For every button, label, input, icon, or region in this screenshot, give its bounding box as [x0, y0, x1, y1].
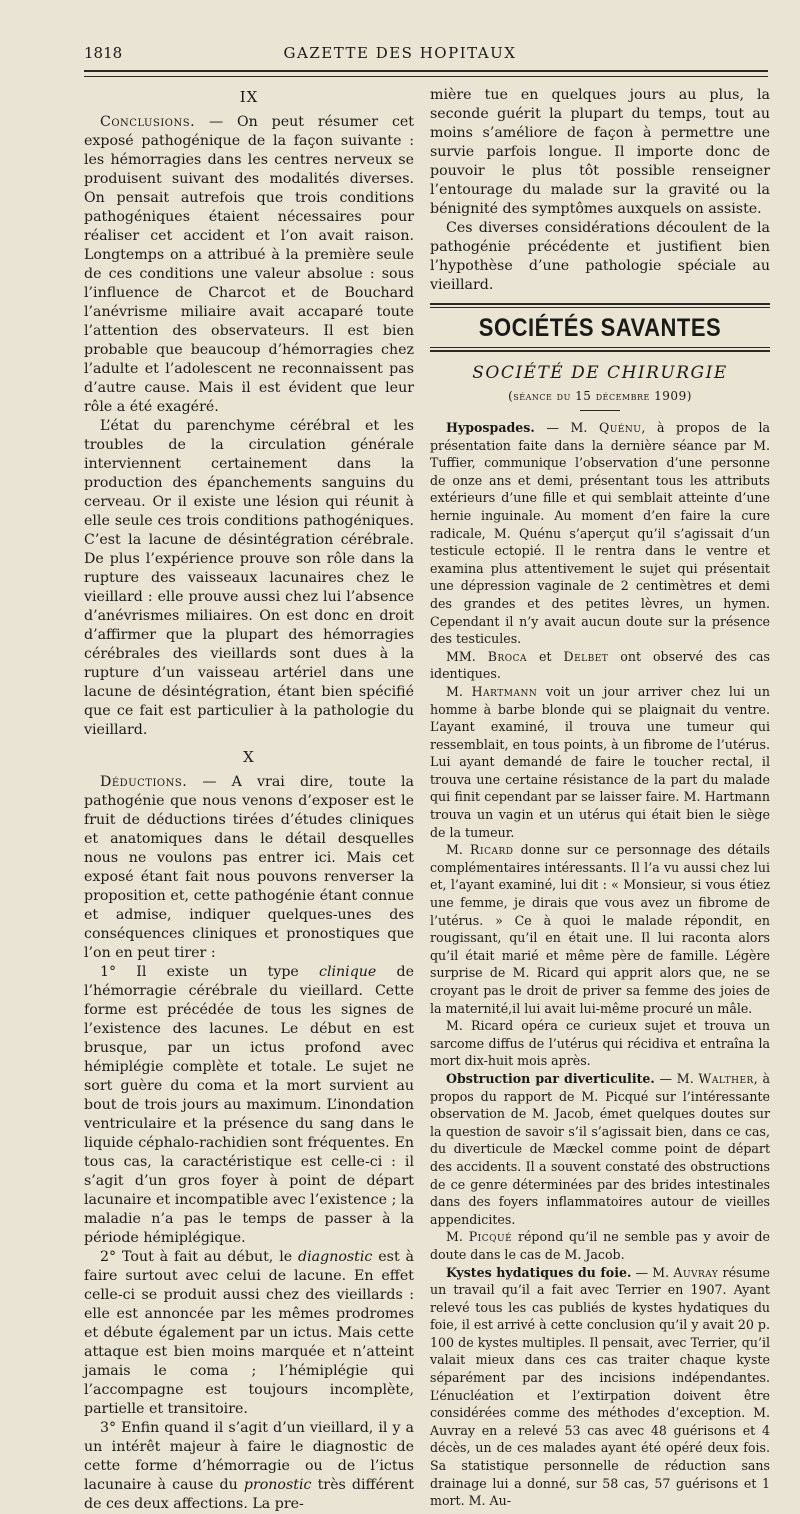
text-run: répond qu’il ne semble pas y avoir de doute dans le cas de M. Jacob.	[430, 1229, 770, 1262]
header-rule-thin	[84, 76, 768, 77]
section-rule	[430, 303, 770, 305]
run-in-heading: Déductions.	[100, 774, 188, 790]
person-name: Broca	[487, 648, 528, 664]
society-name: SOCIÉTÉ DE CHIRURGIE	[472, 363, 728, 383]
text-run: ont observé des cas identiques.	[430, 648, 771, 682]
paragraph	[430, 841, 770, 1017]
section-heading-ix: IX	[239, 88, 259, 106]
text-run: — M.	[654, 1070, 699, 1086]
paragraph	[430, 683, 770, 841]
person-name: Ricard	[470, 842, 514, 858]
text-run: — M.	[631, 1264, 674, 1280]
right-column	[430, 86, 770, 1510]
italic-term: clinique	[319, 964, 377, 980]
paragraph-conclusions	[84, 113, 414, 417]
society-report	[430, 419, 770, 1510]
session-date: (séance du 15 décembre 1909)	[508, 389, 692, 403]
run-in-heading: Conclusions.	[100, 114, 196, 130]
text-run: 3° Enfin quand il s’agit d’un vieillard, il y a un intérêt majeur à faire le diagnostic de cette forme d’hémorragie ou de l’ictus lacunaire à cause du	[84, 1420, 414, 1493]
journal-title: GAZETTE DES HOPITAUX	[283, 44, 517, 62]
text-run: M.	[446, 683, 472, 699]
text-run: M.	[446, 842, 471, 858]
text-run: voit un jour arriver chez lui un homme à barbe blonde qui se plaignait du ventre. L’ayant examiné, il trouva une tumeur qui ressemblait, en tous points, à un fibrome de l’utérus. Lui ayant demandé de faire le toucher rectal, il trouva une certaine résistance de la part du malade qui finit cependant par se laisser faire. M. Hartmann trouva un vagin et un utérus qui était bien le siège de la tumeur.	[430, 683, 771, 840]
text-run: donne sur ce personnage des détails complémentaires intéressants. Il l’a vu aussi chez lui et, l’ayant examiné, lui dit : « Monsieur, si vous étiez une femme, je dirais que vous avez un fibrome de l’utérus. » Ce à quoi le malade répondit, en rougissant, qu’il en était une. Il lui raconta alors qu’il était marié et même père de famille. Légère surprise de M. Ricard qui apprit alors que, ne se croyant pas le droit de priver sa femme des joies de la maternité,il lui avait lui-même procuré un mâle.	[430, 842, 771, 1016]
short-rule	[580, 410, 620, 411]
report-heading: Hypospades.	[446, 420, 535, 435]
report-diverticulite	[430, 1070, 770, 1228]
text-run: M.	[446, 1229, 469, 1245]
report-hypospades	[430, 419, 770, 648]
person-name: Quénu	[598, 420, 642, 435]
person-name: Picqué	[468, 1229, 513, 1245]
text-run: , à propos de la présentation faite dans la dernière séance par M. Tuffier, communique l’observation d’une personne de onze ans et demi, présentant tous les attributs extérieurs d’une fille et qui semblait atteinte d’une hernie inguinale. Au moment d’en faire la cure radicale, M. Quénu s’aperçut qu’il s’agissait d’un testicule ectopié. Il le rentra dans le ventre et examina plus attentivement le sujet qui présentait une dépression vaginale de 2 centimètres et demi des grandes et des petites lèvres, un hymen. Cependant il n’y avait aucun doute sur la présence des testicules.	[430, 420, 770, 647]
paragraph	[430, 1228, 770, 1263]
text-run: et	[527, 648, 564, 664]
text-run: , à propos du rapport de M. Picqué sur l’intéressante observation de M. Jacob, émet quelques doutes sur la question de savoir s’il s’agissait bien, dans ce cas, du diverticule de Mæckel comme point de départ des accidents. Il a souvent constaté des obstructions de ce genre déterminées par des brides intestinales dans des foyers inflammatoires autour de vieilles appendicites.	[430, 1070, 771, 1227]
text-run: MM.	[446, 648, 488, 664]
person-name: Walther	[698, 1070, 754, 1086]
page-number: 1818	[84, 44, 123, 62]
italic-term: pronostic	[243, 1477, 312, 1493]
text-run: très différent de ces deux affections. La pre-	[84, 1477, 415, 1512]
italic-term: diagnostic	[298, 1249, 373, 1265]
title-rule-thick	[430, 350, 770, 352]
paragraph-deductions	[84, 773, 414, 963]
report-kystes-hydatiques	[430, 1264, 770, 1510]
section-title-societes-savantes: SOCIÉTÉS SAVANTES	[478, 313, 722, 342]
text-run: — M.	[534, 420, 599, 435]
paragraph	[84, 1419, 414, 1514]
text-run: de l’hémorragie cérébrale du vieillard. Cette forme est précédée de tous les signes de l’existence des lacunes. Le début en est brusque, par un ictus profond avec hémiplégie complète et totale. Le sujet ne sort guère du coma et la mort survient au bout de trois jours au maximum. L’inondation ventriculaire et la présence du sang dans le liquide céphalo-rachidien sont fréquentes. En tous cas, la caractéristique est celle-ci : il s’agit d’un gros foyer à point de départ lacunaire et incompatible avec l’existence ; la maladie n’a pas le temps de passer à la période hémiplégique.	[84, 964, 414, 1246]
paragraph	[430, 648, 770, 683]
report-heading: Obstruction par diverticulite.	[446, 1070, 655, 1086]
header-rule	[84, 70, 768, 72]
person-name: Auvray	[673, 1264, 719, 1280]
section-heading-x: X	[243, 748, 255, 766]
paragraph	[84, 1248, 414, 1419]
paragraph: Ces diverses considérations découlent de la pathogénie précédente et justifient bien l’hypothèse d’une pathologie spéciale au vieillard.	[430, 220, 770, 293]
person-name: Hartmann	[471, 683, 538, 699]
section-rule-thin	[430, 307, 770, 308]
paragraph-text: — On peut résumer cet exposé pathogénique de la façon suivante : les hémorragies dans les centres nerveux se produisent suivant des modalités diverses. On pensait autrefois que trois conditions pathogéniques étaient nécessaires pour réaliser cet accident et l’on avait raison. Longtemps on a attribué à la première seule de ces conditions une valeur absolue : sous l’influence de Charcot et de Bouchard l’anévrisme miliaire avait accaparé toute l’attention des observateurs. Il est bien probable que beaucoup d’hémorragies chez l’adulte et l’adolescent ne reconnaissent pas d’autre cause. Mais il est évident que leur rôle a été exagéré.	[84, 114, 414, 415]
paragraph: L’état du parenchyme cérébral et les troubles de la circulation générale interviennent certainement dans la production des épanchements sanguins du cerveau. Or il existe une lésion qui réunit à elle seule ces trois conditions pathogéniques. C’est la lacune de désintégration cérébrale. De plus l’expérience prouve son rôle dans la rupture des vaisseaux lacunaires chez le vieillard : elle prouve aussi chez lui l’absence d’anévrismes miliaires. On est donc en droit d’affirmer que la plupart des hémorragies cérébrales des vieillards sont dues à la rupture d’un vaisseau artériel dans une lacune de désintégration, étant bien spécifié que ce fait est particulier à la pathologie du vieillard.	[84, 418, 414, 738]
paragraph: M. Ricard opéra ce curieux sujet et trouva un sarcome diffus de l’utérus qui récidiva et entraîna la mort dix-huit mois après.	[430, 1018, 770, 1069]
paragraph-text: — A vrai dire, toute la pathogénie que nous venons d’exposer est le fruit de déductions tirées d’études cliniques et anatomiques dans le détail desquelles nous ne voulons pas entrer ici. Mais cet exposé étant fait nous pouvons renverser la proposition et, cette pathogénie étant connue et admise, indiquer quelques-unes des conséquences cliniques et pronostiques que l’on en peut tirer :	[84, 774, 414, 961]
person-name: Delbet	[563, 648, 609, 664]
page-header	[0, 44, 800, 64]
left-column	[84, 86, 414, 1514]
title-rule	[430, 347, 770, 348]
paragraph: mière tue en quelques jours au plus, la seconde guérit la plupart du temps, tout au moins s’améliore de façon à permettre une survie parfois longue. Il importe donc de pouvoir le plus tôt possible renseigner l’entourage du malade sur la gravité ou la bénignité des symptômes auxquels on assiste.	[430, 87, 770, 217]
text-run: est à faire surtout avec celui de lacune. En effet celle-ci se produit aussi chez des vieillards : elle est annoncée par les mêmes prodromes et débute également par un ictus. Mais cette attaque est bien moins marquée et n’atteint jamais le coma ; l’hémiplégie qui l’accompagne est toujours incomplète, partielle et transitoire.	[84, 1249, 415, 1417]
report-heading: Kystes hydatiques du foie.	[446, 1264, 632, 1280]
text-run: résume un travail qu’il a fait avec Terrier en 1907. Ayant relevé tous les cas publiés de kystes hydatiques du foie, il est arrivé à cette conclusion qu’il y avait 20 p. 100 de kystes multiples. Il pensait, avec Terrier, qu’il valait mieux dans ces cas traiter chaque kyste séparément par des incisions indépendantes. L’énucléation et l’extirpation doivent être considérées comme des méthodes d’exception. M. Auvray en a relevé 53 cas avec 48 guérisons et 4 décès, un de ces malades ayant été opéré deux fois. Sa statistique personnelle de réduction sans drainage lui a donné, sur 58 cas, 57 guérisons et 1 mort. M. Au-	[430, 1264, 770, 1509]
text-run: 1° Il existe un type	[100, 964, 320, 980]
paragraph	[84, 963, 414, 1248]
text-run: 2° Tout à fait au début, le	[100, 1249, 299, 1265]
